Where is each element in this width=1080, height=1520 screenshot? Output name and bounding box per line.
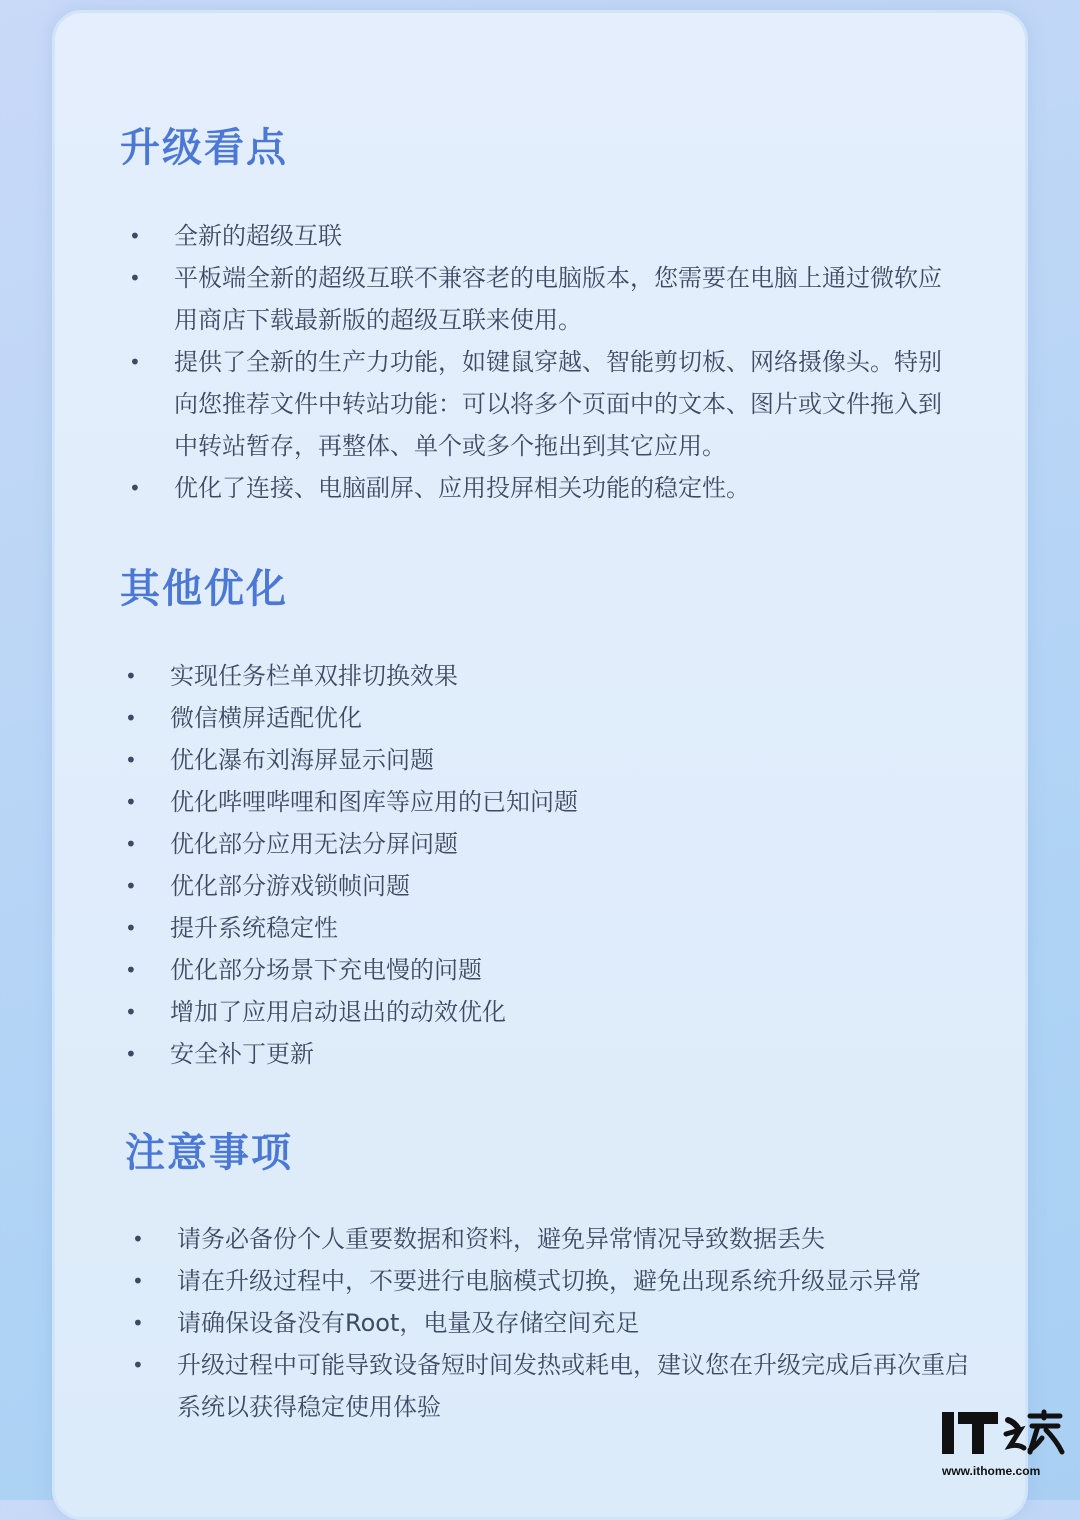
- bullet-icon: •: [125, 790, 137, 814]
- list-item: [127, 1344, 977, 1428]
- list-item: [127, 1218, 977, 1260]
- bullet-icon: •: [132, 1311, 144, 1335]
- ithome-url: www.ithome.com: [942, 1464, 1041, 1478]
- bullet-icon: •: [125, 706, 137, 730]
- section-title-other-optimizations: 其他优化: [120, 566, 288, 612]
- list-item-text: 增加了应用启动退出的动效优化: [170, 998, 506, 1026]
- bullet-icon: •: [129, 476, 141, 500]
- list-item-text: 微信横屏适配优化: [170, 704, 362, 732]
- list-item-text: 实现任务栏单双排切换效果: [170, 662, 458, 690]
- bullet-icon: •: [125, 958, 137, 982]
- section-title-notes: 注意事项: [125, 1130, 293, 1176]
- list-item: [124, 467, 964, 509]
- list-item: [120, 865, 960, 907]
- list-item-text: 请在升级过程中，不要进行电脑模式切换，避免出现系统升级显示异常: [177, 1267, 921, 1295]
- list-item-text: 请务必备份个人重要数据和资料，避免异常情况导致数据丢失: [177, 1225, 825, 1253]
- bullet-icon: •: [132, 1269, 144, 1293]
- list-item-text: 安全补丁更新: [170, 1040, 314, 1068]
- list-item: [127, 1260, 977, 1302]
- bullet-icon: •: [125, 916, 137, 940]
- list-item-text: 提供了全新的生产力功能，如键鼠穿越、智能剪切板、网络摄像头。特别向您推荐文件中转站功能：可以将多个页面中的文本、图片或文件拖入到中转站暂存，再整体、单个或多个拖出到其它应用。: [174, 348, 942, 460]
- bullet-icon: •: [132, 1227, 144, 1251]
- list-item-text: 优化部分应用无法分屏问题: [170, 830, 458, 858]
- notes-list: [127, 1218, 977, 1428]
- bullet-icon: •: [129, 350, 141, 374]
- bullet-icon: •: [129, 266, 141, 290]
- bullet-icon: •: [125, 748, 137, 772]
- list-item-text: 升级过程中可能导致设备短时间发热或耗电，建议您在升级完成后再次重启系统以获得稳定使用体验: [177, 1351, 969, 1421]
- bullet-icon: •: [125, 1000, 137, 1024]
- list-item: [120, 655, 960, 697]
- bullet-icon: •: [125, 1042, 137, 1066]
- list-item: [127, 1302, 977, 1344]
- list-item: [120, 739, 960, 781]
- list-item-text: 优化部分游戏锁帧问题: [170, 872, 410, 900]
- list-item: [120, 907, 960, 949]
- bullet-icon: •: [132, 1353, 144, 1377]
- bullet-icon: •: [125, 832, 137, 856]
- list-item: [124, 257, 964, 341]
- list-item-text: 优化部分场景下充电慢的问题: [170, 956, 482, 984]
- bullet-icon: •: [125, 664, 137, 688]
- list-item-text: 请确保设备没有Root，电量及存储空间充足: [177, 1309, 640, 1337]
- list-item: [124, 215, 964, 257]
- list-item-text: 平板端全新的超级互联不兼容老的电脑版本，您需要在电脑上通过微软应用商店下载最新版的超级互联来使用。: [174, 264, 942, 334]
- list-item: [120, 949, 960, 991]
- list-item: [120, 991, 960, 1033]
- list-item-text: 优化瀑布刘海屏显示问题: [170, 746, 434, 774]
- list-item: [120, 781, 960, 823]
- list-item: [124, 341, 964, 467]
- bullet-icon: •: [125, 874, 137, 898]
- section-title-upgrade-highlights: 升级看点: [120, 125, 288, 171]
- list-item: [120, 1033, 960, 1075]
- list-item-text: 全新的超级互联: [174, 222, 342, 250]
- bullet-icon: •: [129, 224, 141, 248]
- list-item-text: 优化哔哩哔哩和图库等应用的已知问题: [170, 788, 578, 816]
- list-item: [120, 697, 960, 739]
- other-optimizations-list: [120, 655, 960, 1075]
- upgrade-highlights-list: [124, 215, 964, 509]
- list-item: [120, 823, 960, 865]
- list-item-text: 优化了连接、电脑副屏、应用投屏相关功能的稳定性。: [174, 474, 750, 502]
- list-item-text: 提升系统稳定性: [170, 914, 338, 942]
